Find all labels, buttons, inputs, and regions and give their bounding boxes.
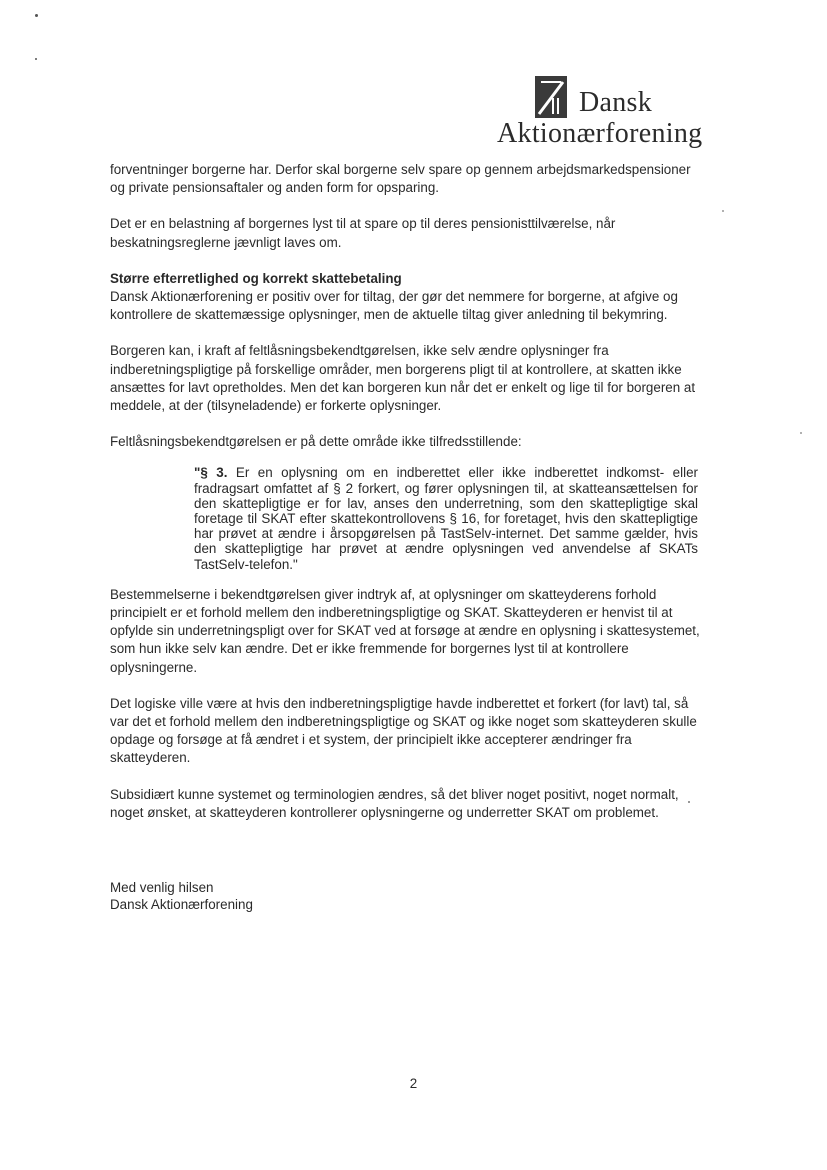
paragraph: Det er en belastning af borgernes lyst til at spare op til deres pensionisttilværelse, når beskatningsreglerne jævnligt laves om. [110,216,616,250]
paragraph: Borgeren kan, i kraft af feltlåsningsbekendtgørelsen, ikke selv ændre oplysninger fra indberetningspligtige på forskellige områder, men borgerens pligt til at kontrollere, at skatten ikke ansættes for lavt opretholdes. Men det kan borgeren kun når det er enkelt og lige til for borgeren at meddele, at der (tilsyneladende) er forkerte oplysninger. [110,343,696,414]
closing-greeting: Med venlig hilsen [110,880,214,895]
logo-emblem-icon [535,76,567,118]
letter-body [110,161,700,822]
quote-text: Er en oplysning om en indberettet eller ikke indberettet indkomst- eller fradragsart omfattet af § 2 forkert, og fører oplysningen til, at skatteansættelsen for den skattepligtige er for lav, anses den underretning, som den skattepligtige skal foretage til SKAT efter skattekontrollovens § 16, for foretaget, hvis den skattepligtige har prøvet at ændre i årsopgørelsen på TastSelv-internet. Det samme gælder, hvis den skattepligtige har prøvet at ændre oplysningen ved anvendelse af SKATs TastSelv-telefon." [194,465,698,572]
scan-speck [35,58,37,60]
paragraph: Det logiske ville være at hvis den indberetningspligtige havde indberettet et forkert (for lavt) tal, så var det et forhold mellem den indberetningspligtige og SKAT og ikke noget som skatteyderen skulle opdage og forsøge at få ændret i et system, der principielt ikke accepterer ændringer fra skatteyderen. [110,695,697,766]
paragraph: Dansk Aktionærforening er positiv over for tiltag, der gør det nemmere for borgerne, at afgive og kontrollere de skattemæssige oplysninger, men de aktuelle tiltag giver anledning til bekymring. [110,289,678,323]
sender-organization: Dansk Aktionærforening [110,897,253,912]
letterhead-logo [497,76,707,148]
scan-speck [688,801,690,803]
legal-quote [194,465,698,571]
scan-speck [800,432,802,434]
scan-speck [35,14,38,17]
paragraph: Subsidiært kunne systemet og terminologien ændres, så det bliver noget positivt, noget normalt, noget ønsket, at skatteyderen kontrollerer oplysningerne og underretter SKAT om problemet. [110,786,679,820]
paragraph: forventninger borgerne har. Derfor skal borgerne selv spare op gennem arbejdsmarkedspensioner og private pensionsaftaler og anden form for opsparing. [110,162,691,196]
scan-speck [722,210,724,212]
page-number: 2 [409,1076,418,1091]
paragraph: Bestemmelserne i bekendtgørelsen giver indtryk af, at oplysninger om skatteyderens forhold principielt er et forhold mellem den indberetningspligtige og SKAT. Skatteyderen er henvist til at opfylde sin underretningspligt over for SKAT ved at forsøge at ændre en oplysning i skattesystemet, som hun ikke selv kan ændre. Det er ikke fremmende for borgernes lyst til at kontrollere oplysningerne. [110,586,700,675]
logo-text-line1: Dansk [579,87,653,118]
paragraph: Feltlåsningsbekendtgørelsen er på dette område ikke tilfredsstillende: [110,434,522,450]
section-heading: Større efterretlighed og korrekt skattebetaling [110,270,402,286]
logo-text-line2: Aktionærforening [497,118,703,149]
quote-section-ref: "§ 3. [194,465,228,481]
signoff-block [110,879,253,913]
